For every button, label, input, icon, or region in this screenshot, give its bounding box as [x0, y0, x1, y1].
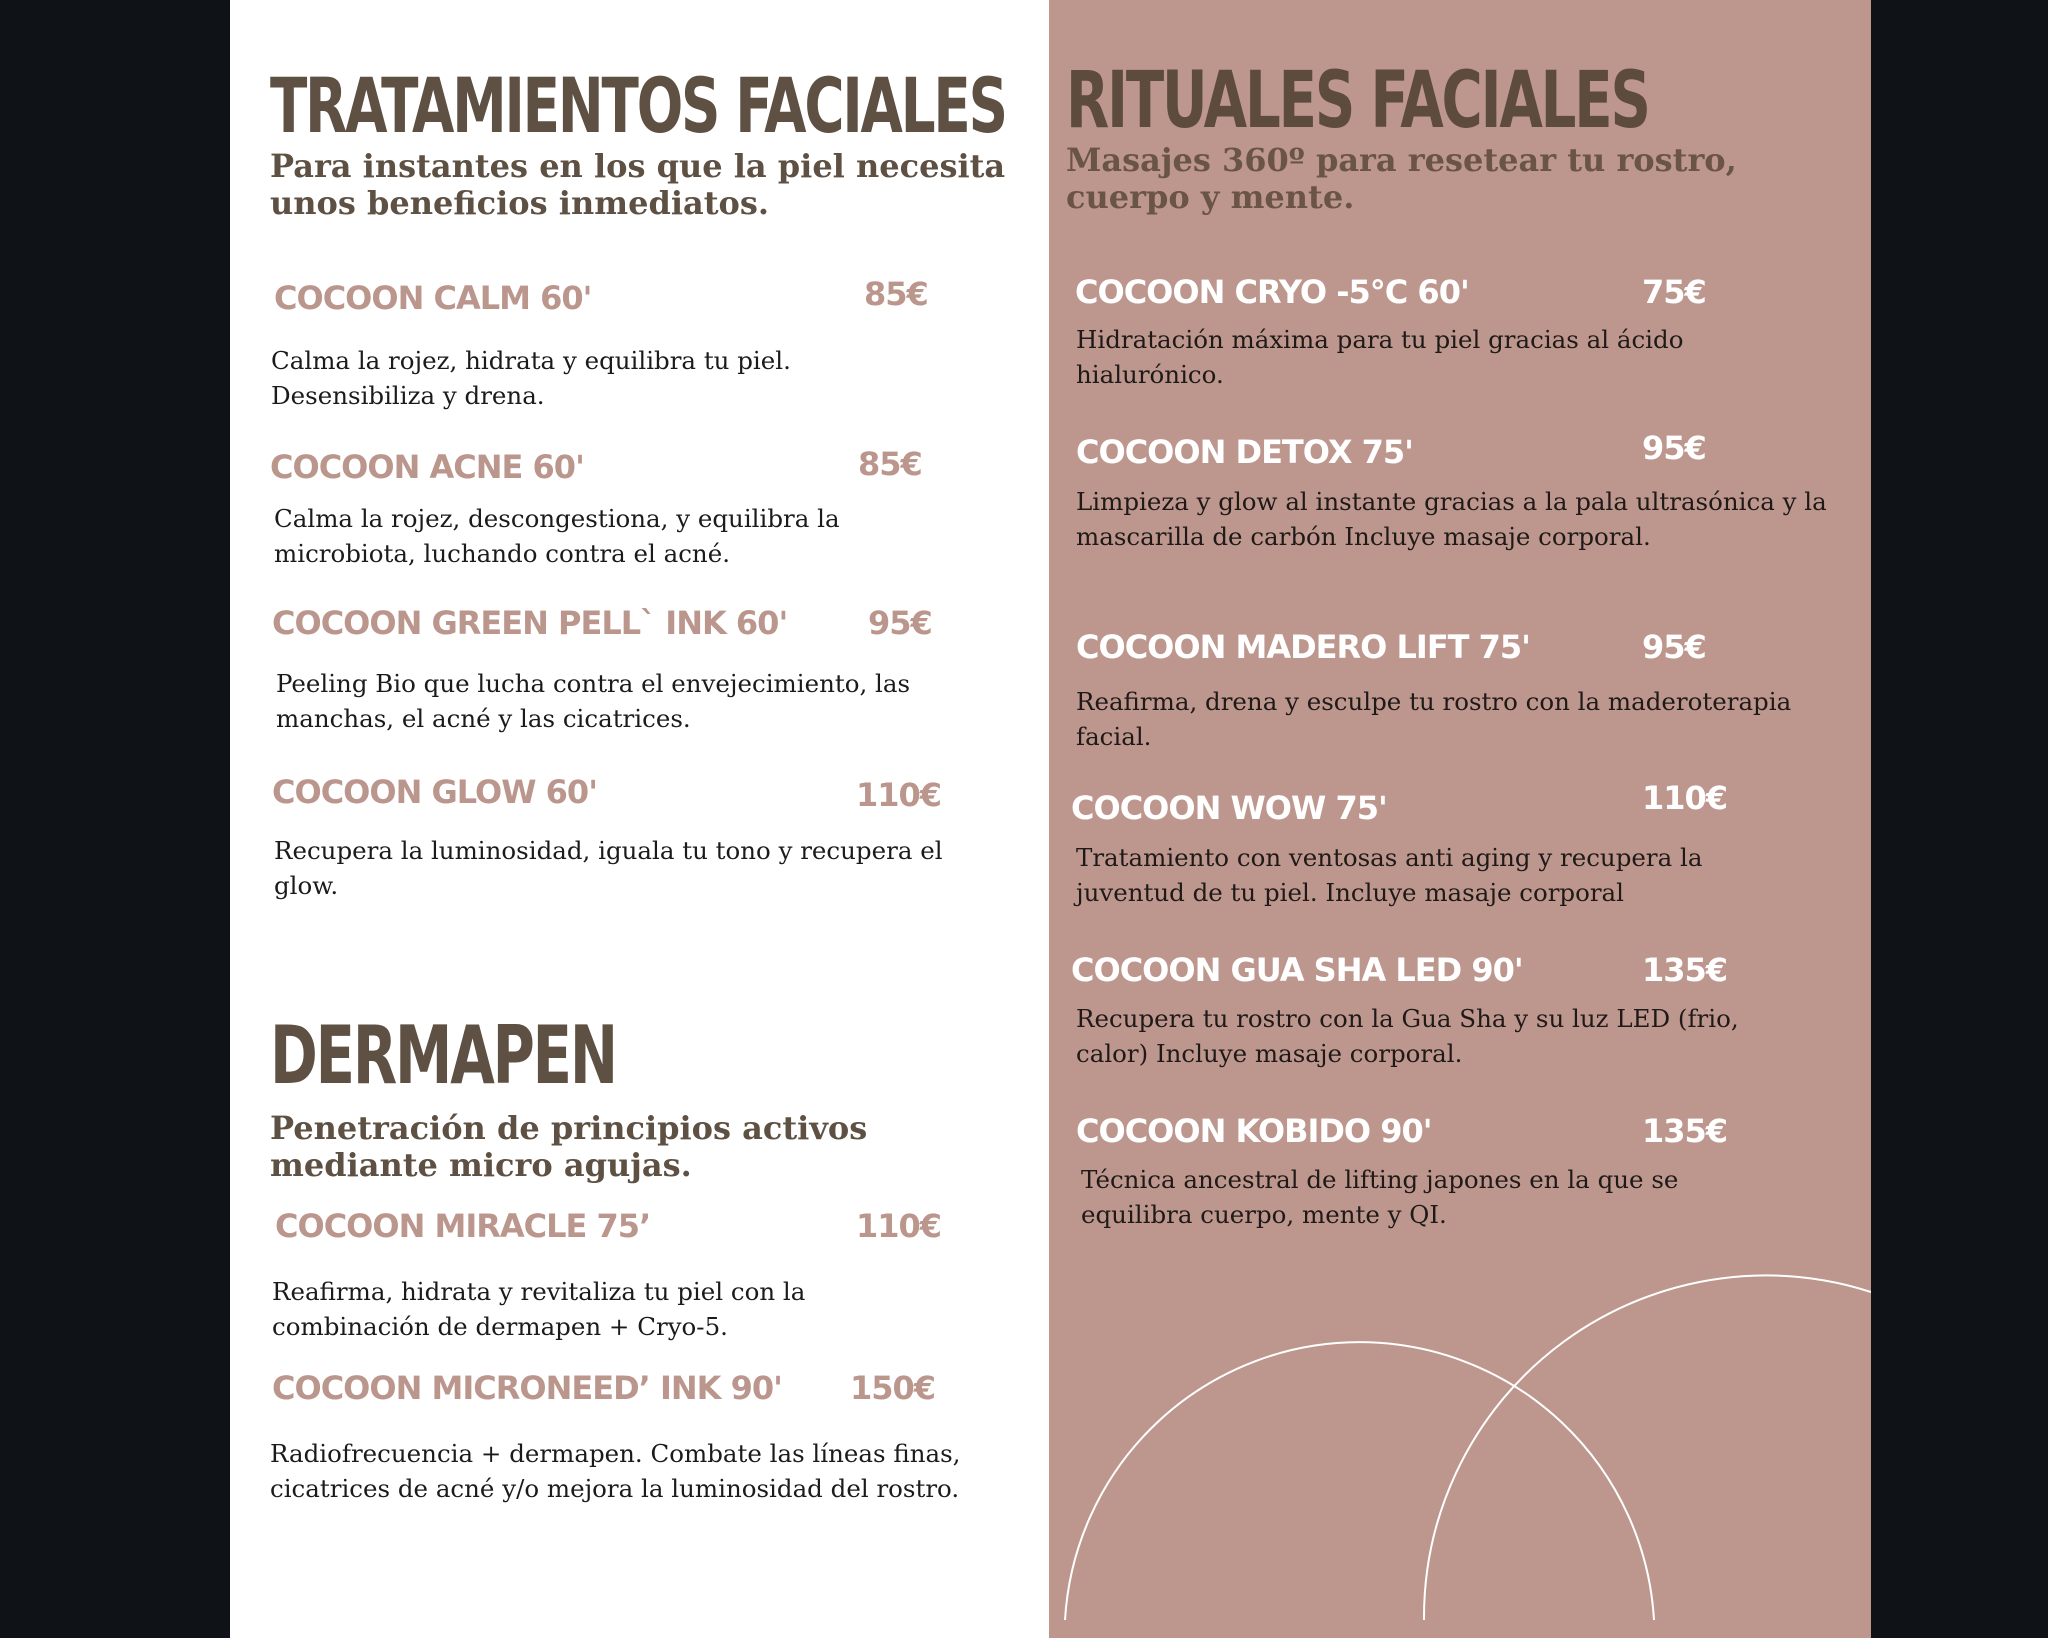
- item-name: COCOON MADERO LIFT 75': [1076, 628, 1530, 666]
- item-description: Radiofrecuencia + dermapen. Combate las líneas finas, cicatrices de acné y/o mejora la luminosidad del rostro.: [270, 1439, 961, 1503]
- item-name: COCOON GREEN PELL` INK 60': [272, 604, 788, 642]
- section-title-rituales: RITUALES FACIALES: [1066, 56, 1649, 146]
- right-page: [1049, 0, 1871, 1638]
- section-subtitle-tratamientos: Para instantes en los que la piel necesita unos beneficios inmediatos.: [270, 147, 1006, 222]
- item-description: Peeling Bio que lucha contra el envejecimiento, las manchas, el acné y las cicatrices.: [276, 669, 911, 733]
- item-name: COCOON DETOX 75': [1076, 433, 1413, 471]
- item-description: Técnica ancestral de lifting japones en la que se equilibra cuerpo, mente y QI.: [1081, 1165, 1679, 1229]
- item-description: Tratamiento con ventosas anti aging y recupera la juventud de tu piel. Incluye masaje corporal: [1076, 843, 1703, 907]
- item-name: COCOON KOBIDO 90': [1076, 1112, 1432, 1150]
- item-price: 75€: [1642, 273, 1706, 311]
- item-price: 135€: [1642, 1112, 1728, 1150]
- item-price: 110€: [856, 1207, 942, 1245]
- item-price: 110€: [1642, 779, 1728, 817]
- item-description: Reafirma, hidrata y revitaliza tu piel con la combinación de dermapen + Cryo-5.: [272, 1277, 806, 1341]
- item-name: COCOON GUA SHA LED 90': [1071, 951, 1523, 989]
- item-price: 85€: [864, 275, 928, 313]
- section-subtitle-dermapen: Penetración de principios activos mediante micro agujas.: [270, 1109, 868, 1184]
- item-description: Recupera la luminosidad, iguala tu tono y recupera el glow.: [274, 836, 943, 900]
- item-price: 135€: [1642, 951, 1728, 989]
- item-description: Calma la rojez, descongestiona, y equilibra la microbiota, luchando contra el acné.: [274, 504, 840, 568]
- item-name: COCOON ACNE 60': [270, 448, 584, 486]
- item-price: 95€: [868, 604, 932, 642]
- section-title-tratamientos: TRATAMIENTOS FACIALES: [270, 61, 1006, 150]
- item-name: COCOON MICRONEED’ INK 90': [272, 1369, 782, 1407]
- item-description: Hidratación máxima para tu piel gracias al ácido hialurónico.: [1076, 325, 1684, 389]
- item-name: COCOON CRYO -5°C 60': [1075, 273, 1469, 311]
- item-description: Recupera tu rostro con la Gua Sha y su luz LED (frio, calor) Incluye masaje corporal.: [1076, 1004, 1739, 1068]
- left-page: [230, 0, 1049, 1638]
- item-description: Reafirma, drena y esculpe tu rostro con la maderoterapia facial.: [1076, 687, 1792, 751]
- item-price: 95€: [1642, 429, 1706, 467]
- item-name: COCOON GLOW 60': [272, 773, 597, 811]
- item-name: COCOON MIRACLE 75’: [275, 1207, 651, 1245]
- item-description: Limpieza y glow al instante gracias a la pala ultrasónica y la mascarilla de carbón Incluye masaje corporal.: [1076, 487, 1827, 551]
- item-price: 110€: [856, 776, 942, 814]
- item-name: COCOON CALM 60': [274, 279, 592, 317]
- section-title-dermapen: DERMAPEN: [270, 1009, 616, 1102]
- item-price: 95€: [1642, 628, 1706, 666]
- item-price: 85€: [858, 445, 922, 483]
- section-subtitle-rituales: Masajes 360º para resetear tu rostro, cuerpo y mente.: [1066, 141, 1737, 216]
- item-description: Calma la rojez, hidrata y equilibra tu piel. Desensibiliza y drena.: [271, 346, 791, 410]
- item-name: COCOON WOW 75': [1071, 789, 1387, 827]
- item-price: 150€: [850, 1369, 936, 1407]
